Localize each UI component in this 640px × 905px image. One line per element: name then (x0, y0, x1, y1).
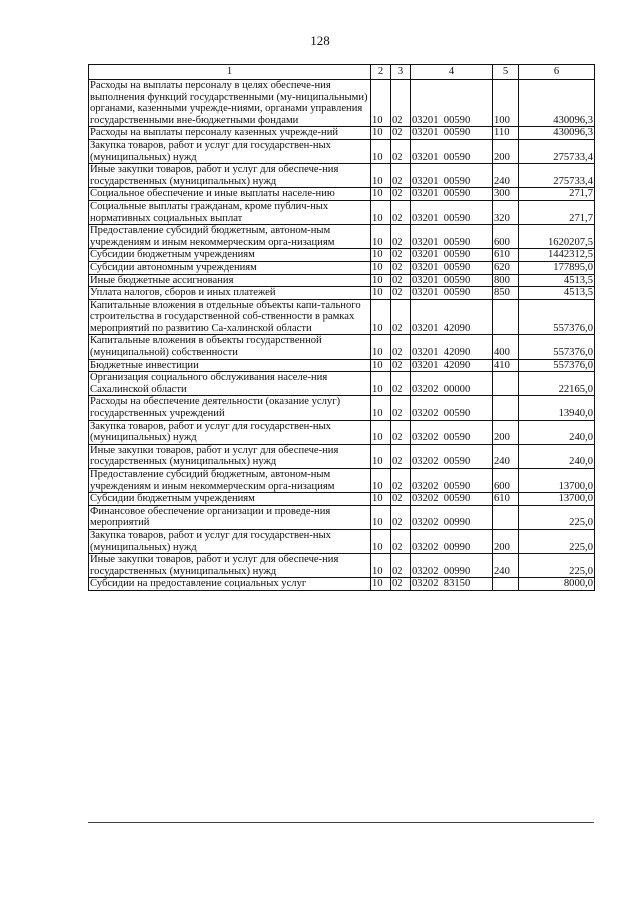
row-section: 10 (371, 274, 391, 287)
row-section: 10 (371, 249, 391, 262)
row-target-article: 03201 00590 (411, 188, 493, 201)
row-target-article: 03202 00590 (411, 469, 493, 493)
row-name: Предоставление субсидий бюджетным, автоном-ным учреждениям и иным некоммерческим орга-низациям (89, 225, 371, 249)
row-section: 10 (371, 359, 391, 372)
row-subsection: 02 (391, 493, 411, 506)
row-target-article: 03202 00990 (411, 554, 493, 578)
row-amount: 1442312,5 (519, 249, 595, 262)
page-number: 128 (310, 33, 330, 48)
row-name: Иные закупки товаров, работ и услуг для обеспече-ния государственных (муниципальных) нужд (89, 554, 371, 578)
row-subsection: 02 (391, 444, 411, 468)
column-header-2: 2 (371, 65, 391, 80)
table-body (89, 80, 595, 591)
row-name: Расходы на выплаты персоналу в целях обеспече-ния выполнения функций государственными (му-ниципальными) органами, казенными учрежде-ниями, органами управления государственными вне-бюджетными фондами (89, 80, 371, 127)
row-subsection: 02 (391, 335, 411, 359)
row-expense-type: 240 (493, 554, 519, 578)
row-section: 10 (371, 578, 391, 591)
row-name: Субсидии бюджетным учреждениям (89, 493, 371, 506)
row-name: Уплата налогов, сборов и иных платежей (89, 287, 371, 300)
column-header-5: 5 (493, 65, 519, 80)
row-target-article: 03202 00590 (411, 493, 493, 506)
row-amount: 557376,0 (519, 359, 595, 372)
column-header-6: 6 (519, 65, 595, 80)
row-target-article: 03201 00590 (411, 287, 493, 300)
row-section: 10 (371, 529, 391, 553)
table-row (89, 261, 595, 274)
table-row (89, 359, 595, 372)
row-subsection: 02 (391, 261, 411, 274)
bottom-rule (88, 822, 594, 823)
row-target-article: 03202 00590 (411, 420, 493, 444)
row-target-article: 03201 00590 (411, 261, 493, 274)
row-name: Бюджетные инвестиции (89, 359, 371, 372)
row-amount: 177895,0 (519, 261, 595, 274)
table-row (89, 554, 595, 578)
table-row (89, 200, 595, 224)
row-expense-type (493, 372, 519, 396)
row-subsection: 02 (391, 287, 411, 300)
row-amount: 557376,0 (519, 299, 595, 335)
row-name: Расходы на обеспечение деятельности (оказание услуг) государственных учреждений (89, 396, 371, 420)
row-amount: 4513,5 (519, 274, 595, 287)
row-target-article: 03202 00590 (411, 396, 493, 420)
row-section: 10 (371, 225, 391, 249)
row-expense-type: 800 (493, 274, 519, 287)
row-amount: 275733,4 (519, 164, 595, 188)
table-row (89, 287, 595, 300)
row-expense-type: 600 (493, 469, 519, 493)
row-expense-type: 600 (493, 225, 519, 249)
row-name: Расходы на выплаты персоналу казенных учрежде-ний (89, 127, 371, 140)
table-row (89, 444, 595, 468)
row-subsection: 02 (391, 578, 411, 591)
row-target-article: 03201 42090 (411, 299, 493, 335)
row-expense-type: 410 (493, 359, 519, 372)
row-section: 10 (371, 188, 391, 201)
table-row (89, 80, 595, 127)
row-amount: 271,7 (519, 200, 595, 224)
row-amount: 430096,3 (519, 127, 595, 140)
row-name: Финансовое обеспечение организации и проведе-ния мероприятий (89, 505, 371, 529)
row-subsection: 02 (391, 505, 411, 529)
row-target-article: 03202 00590 (411, 444, 493, 468)
row-amount: 275733,4 (519, 139, 595, 163)
row-target-article: 03201 00590 (411, 225, 493, 249)
table-row (89, 335, 595, 359)
table-row (89, 420, 595, 444)
table-row (89, 529, 595, 553)
table-row (89, 164, 595, 188)
row-name: Закупка товаров, работ и услуг для государствен-ных (муниципальных) нужд (89, 420, 371, 444)
row-amount: 8000,0 (519, 578, 595, 591)
row-subsection: 02 (391, 200, 411, 224)
table-row (89, 274, 595, 287)
row-target-article: 03201 00590 (411, 164, 493, 188)
row-name: Закупка товаров, работ и услуг для государствен-ных (муниципальных) нужд (89, 529, 371, 553)
table-row (89, 225, 595, 249)
row-expense-type: 610 (493, 249, 519, 262)
row-expense-type: 200 (493, 139, 519, 163)
row-target-article: 03201 00590 (411, 249, 493, 262)
row-target-article: 03201 00590 (411, 139, 493, 163)
row-target-article: 03201 00590 (411, 127, 493, 140)
row-expense-type: 320 (493, 200, 519, 224)
row-section: 10 (371, 200, 391, 224)
row-subsection: 02 (391, 249, 411, 262)
table-row (89, 493, 595, 506)
column-header-1: 1 (89, 65, 371, 80)
row-amount: 240,0 (519, 444, 595, 468)
row-target-article: 03202 00000 (411, 372, 493, 396)
table-row (89, 127, 595, 140)
row-subsection: 02 (391, 299, 411, 335)
row-amount: 557376,0 (519, 335, 595, 359)
row-expense-type: 200 (493, 529, 519, 553)
row-section: 10 (371, 335, 391, 359)
row-amount: 1620207,5 (519, 225, 595, 249)
table-row (89, 505, 595, 529)
row-name: Субсидии автономным учреждениям (89, 261, 371, 274)
row-section: 10 (371, 420, 391, 444)
table-row (89, 188, 595, 201)
row-name: Социальное обеспечение и иные выплаты населе-нию (89, 188, 371, 201)
row-amount: 225,0 (519, 554, 595, 578)
row-subsection: 02 (391, 127, 411, 140)
row-target-article: 03201 42090 (411, 359, 493, 372)
row-section: 10 (371, 505, 391, 529)
row-expense-type (493, 505, 519, 529)
table-row (89, 249, 595, 262)
row-section: 10 (371, 469, 391, 493)
row-amount: 13700,0 (519, 469, 595, 493)
row-name: Капитальные вложения в отдельные объекты капи-тального строительства в государственной соб-ственности в рамках мероприятий по развитию Са-халинской области (89, 299, 371, 335)
row-expense-type: 240 (493, 444, 519, 468)
row-subsection: 02 (391, 80, 411, 127)
row-amount: 271,7 (519, 188, 595, 201)
row-subsection: 02 (391, 274, 411, 287)
row-target-article: 03202 83150 (411, 578, 493, 591)
row-expense-type: 610 (493, 493, 519, 506)
row-expense-type: 620 (493, 261, 519, 274)
row-subsection: 02 (391, 529, 411, 553)
table-row (89, 469, 595, 493)
row-target-article: 03201 00590 (411, 200, 493, 224)
row-expense-type: 110 (493, 127, 519, 140)
table-row (89, 372, 595, 396)
row-expense-type (493, 396, 519, 420)
row-name: Организация социального обслуживания населе-ния Сахалинской области (89, 372, 371, 396)
row-subsection: 02 (391, 164, 411, 188)
row-section: 10 (371, 299, 391, 335)
row-amount: 13940,0 (519, 396, 595, 420)
row-expense-type: 850 (493, 287, 519, 300)
row-subsection: 02 (391, 225, 411, 249)
row-section: 10 (371, 164, 391, 188)
row-subsection: 02 (391, 396, 411, 420)
header-row (89, 65, 595, 80)
row-name: Субсидии бюджетным учреждениям (89, 249, 371, 262)
row-expense-type: 200 (493, 420, 519, 444)
row-section: 10 (371, 493, 391, 506)
row-target-article: 03201 42090 (411, 335, 493, 359)
row-expense-type (493, 578, 519, 591)
row-expense-type: 240 (493, 164, 519, 188)
row-section: 10 (371, 372, 391, 396)
row-amount: 430096,3 (519, 80, 595, 127)
row-amount: 4513,5 (519, 287, 595, 300)
row-expense-type (493, 299, 519, 335)
table-row (89, 139, 595, 163)
row-subsection: 02 (391, 359, 411, 372)
row-section: 10 (371, 396, 391, 420)
row-subsection: 02 (391, 420, 411, 444)
row-name: Закупка товаров, работ и услуг для государствен-ных (муниципальных) нужд (89, 139, 371, 163)
row-expense-type: 400 (493, 335, 519, 359)
table-row (89, 299, 595, 335)
column-header-4: 4 (411, 65, 493, 80)
row-amount: 225,0 (519, 529, 595, 553)
row-subsection: 02 (391, 188, 411, 201)
table-row (89, 578, 595, 591)
row-section: 10 (371, 80, 391, 127)
row-subsection: 02 (391, 469, 411, 493)
row-subsection: 02 (391, 372, 411, 396)
row-target-article: 03201 00590 (411, 274, 493, 287)
row-subsection: 02 (391, 139, 411, 163)
row-expense-type: 300 (493, 188, 519, 201)
row-target-article: 03202 00990 (411, 529, 493, 553)
budget-table (88, 64, 595, 591)
row-name: Иные закупки товаров, работ и услуг для обеспече-ния государственных (муниципальных) нужд (89, 164, 371, 188)
row-name: Иные бюджетные ассигнования (89, 274, 371, 287)
row-target-article: 03201 00590 (411, 80, 493, 127)
row-section: 10 (371, 261, 391, 274)
row-name: Капитальные вложения в объекты государственной (муниципальной) собственности (89, 335, 371, 359)
row-section: 10 (371, 139, 391, 163)
row-amount: 240,0 (519, 420, 595, 444)
row-name: Предоставление субсидий бюджетным, автоном-ным учреждениям и иным некоммерческим орга-низациям (89, 469, 371, 493)
row-section: 10 (371, 554, 391, 578)
row-name: Социальные выплаты гражданам, кроме публич-ных нормативных социальных выплат (89, 200, 371, 224)
row-expense-type: 100 (493, 80, 519, 127)
column-header-3: 3 (391, 65, 411, 80)
row-name: Субсидии на предоставление социальных услуг (89, 578, 371, 591)
row-name: Иные закупки товаров, работ и услуг для обеспече-ния государственных (муниципальных) нужд (89, 444, 371, 468)
row-subsection: 02 (391, 554, 411, 578)
row-amount: 225,0 (519, 505, 595, 529)
row-section: 10 (371, 444, 391, 468)
row-amount: 22165,0 (519, 372, 595, 396)
row-section: 10 (371, 127, 391, 140)
row-target-article: 03202 00990 (411, 505, 493, 529)
table-row (89, 396, 595, 420)
row-section: 10 (371, 287, 391, 300)
row-amount: 13700,0 (519, 493, 595, 506)
